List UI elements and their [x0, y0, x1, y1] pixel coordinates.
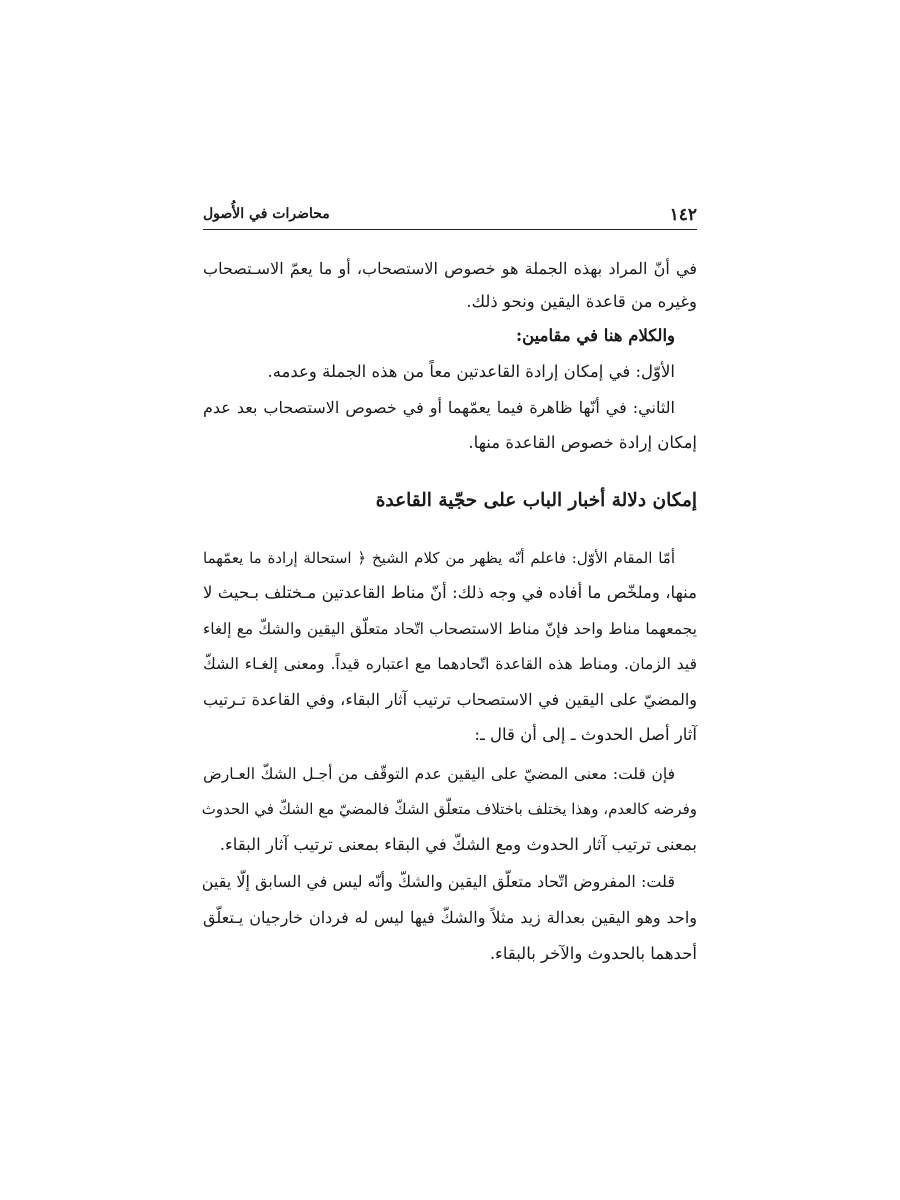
- section-heading: إمكان دلالة أخبار الباب على حجّية القاعدة: [375, 490, 697, 511]
- page-number: ١٤٢: [669, 205, 697, 225]
- running-title: محاضرات في الأُصول: [203, 206, 330, 222]
- paragraph4-line2: واحد وهو اليقين بعدالة زيد مثلاً والشكّ فيها ليس له فردان خارجيان يـتعلّق: [203, 908, 697, 927]
- paragraph2-line5: والمضيّ على اليقين في الاستصحاب ترتيب آثار البقاء، وفي القاعدة تـرتيب: [203, 690, 697, 709]
- paragraph1-line1: في أنّ المراد بهذه الجملة هو خصوص الاستصحاب، أو ما يعمّ الاسـتصحاب: [203, 259, 697, 278]
- intro-label: والكلام هنا في مقامين:: [515, 326, 675, 345]
- paragraph4-line1: قلت: المفروض اتّحاد متعلّق اليقين والشكّ وأنّه ليس في السابق إلّا يقين: [201, 872, 675, 891]
- paragraph3-line1: فإن قلت: معنى المضيّ على اليقين عدم التوقّف من أجـل الشكّ العـارض: [203, 765, 675, 783]
- paragraph2-line6: آثار أصل الحدوث ـ إلى أن قال ـ:: [474, 725, 697, 744]
- paragraph2-line2: منها، وملخّص ما أفاده في وجه ذلك: أنّ مناط القاعدتين مـختلف بـحيث لا: [203, 583, 697, 602]
- paragraph2-line4: قيد الزمان. ومناط هذه القاعدة اتّحادهما مع اعتباره قيداً. ومعنى إلغـاء الشكّ: [203, 655, 697, 673]
- paragraph3-line2: وفرضه كالعدم، وهذا يختلف باختلاف متعلّق الشكّ فالمضيّ مع الشكّ في الحدوث: [201, 800, 697, 818]
- second-point-line2: إمكان إرادة خصوص القاعدة منها.: [468, 433, 697, 452]
- page-header: [203, 203, 697, 230]
- paragraph2-line3: يجمعهما مناط واحد فإنّ مناط الاستصحاب اتّحاد متعلّق اليقين والشكّ مع إلغاء: [203, 620, 697, 638]
- paragraph3-line3: بمعنى ترتيب آثار الحدوث ومع الشكّ في البقاء بمعنى ترتيب آثار البقاء.: [219, 835, 697, 854]
- first-point: الأوّل: في إمكان إرادة القاعدتين معاً من هذه الجملة وعدمه.: [267, 362, 675, 381]
- second-point-line1: الثاني: في أنّها ظاهرة فيما يعمّهما أو في خصوص الاستصحاب بعد عدم: [203, 398, 675, 417]
- paragraph2-line1: أمّا المقام الأوّل: فاعلم أنّه يظهر من كلام الشيخ ﴿ استحالة إرادة ما يعمّهما: [203, 549, 675, 567]
- paragraph1-line2: وغيره من قاعدة اليقين ونحو ذلك.: [466, 292, 697, 311]
- paragraph4-line3: أحدهما بالحدوث والآخر بالبقاء.: [489, 944, 697, 963]
